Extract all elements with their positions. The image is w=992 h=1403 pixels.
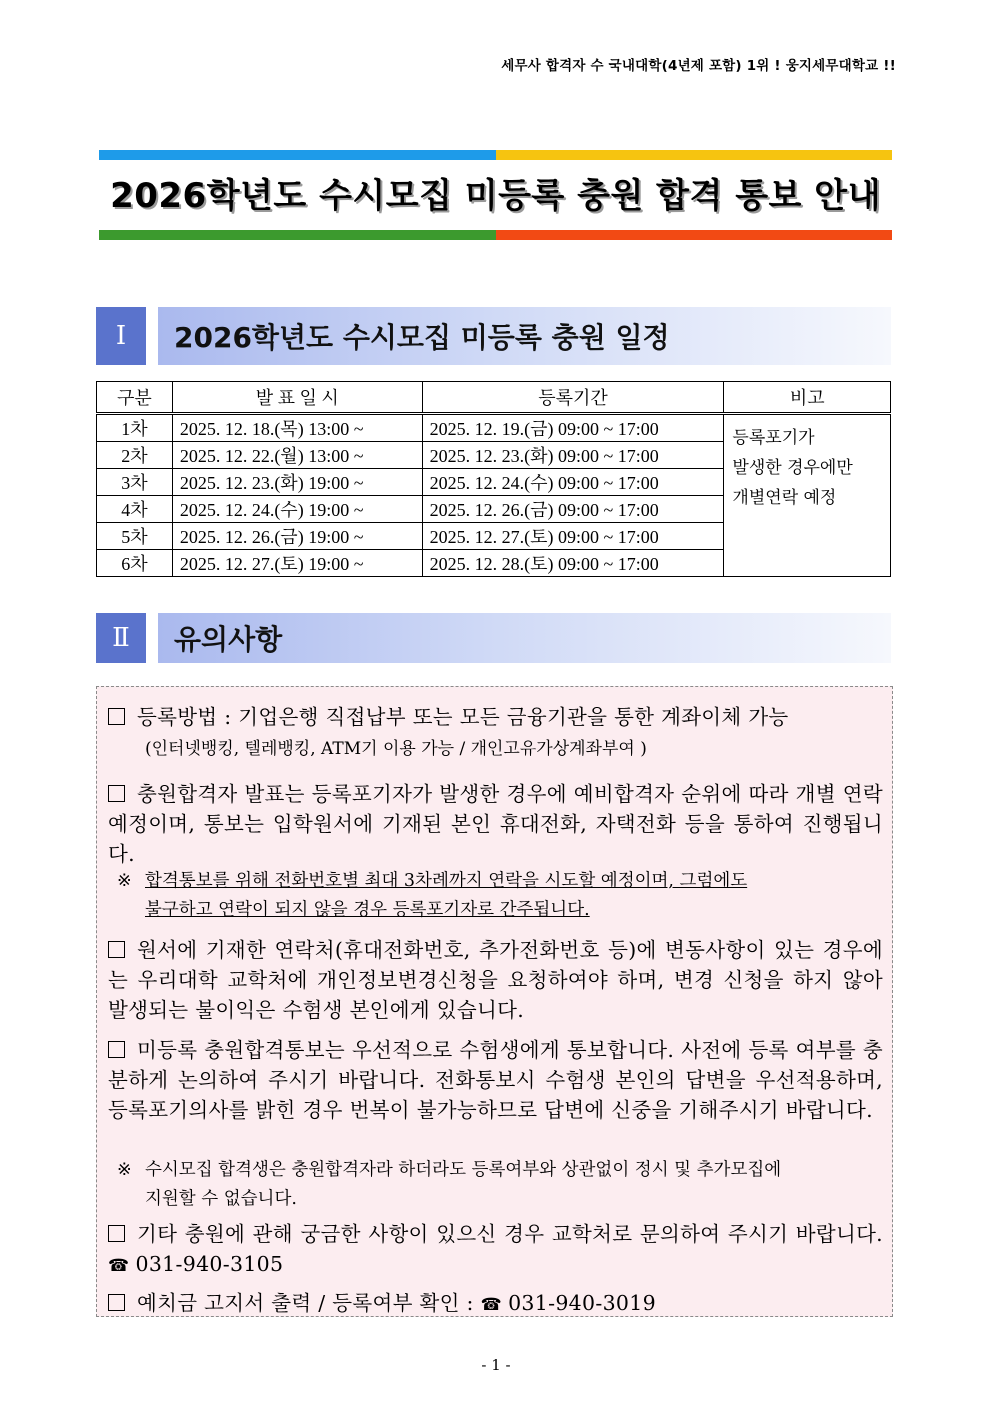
reference-mark-icon: ※ <box>117 871 132 891</box>
title-bar-bottom <box>99 230 892 240</box>
col-header-round: 구분 <box>97 382 173 414</box>
notice-box <box>96 686 893 1317</box>
section-1-header <box>96 307 891 365</box>
col-header-announce: 발 표 일 시 <box>172 382 422 414</box>
announce-cell: 2025. 12. 26.(금) 19:00 ~ <box>172 523 422 550</box>
remark-line: 불구하고 연락이 되지 않을 경우 등록포기자로 간주됩니다. <box>145 900 590 920</box>
bar-blue-segment <box>99 150 496 160</box>
round-cell: 4차 <box>97 496 173 523</box>
notice-item-text: 예치금 고지서 출력 / 등록여부 확인 : <box>137 1291 474 1315</box>
notice-item-text: 등록방법 : 기업은행 직접납부 또는 모든 금융기관을 통한 계좌이체 가능 <box>137 705 789 729</box>
deposit-phone-number: 031-940-3019 <box>508 1291 656 1315</box>
checkbox-square-icon <box>108 1041 125 1058</box>
register-cell: 2025. 12. 23.(화) 09:00 ~ 17:00 <box>422 442 724 469</box>
table-header-row <box>97 382 891 414</box>
bar-green-segment <box>99 230 496 240</box>
note-line: 개별연락 예정 <box>732 488 837 508</box>
page-title: 2026학년도 수시모집 미등록 충원 합격 통보 안내 <box>110 176 881 216</box>
remark-line: 합격통보를 위해 전화번호별 최대 3차례까지 연락을 시도할 예정이며, 그럼에도 <box>145 871 748 891</box>
schedule-table <box>96 381 891 577</box>
bar-yellow-segment <box>496 150 893 160</box>
inquiry-phone-number: 031-940-3105 <box>135 1252 284 1276</box>
phone-icon: ☎ <box>480 1295 503 1315</box>
announce-cell: 2025. 12. 18.(목) 13:00 ~ <box>172 414 422 442</box>
round-cell: 1차 <box>97 414 173 442</box>
phone-icon: ☎ <box>108 1256 130 1276</box>
section-1-number: Ⅰ <box>96 307 146 365</box>
col-header-note: 비고 <box>724 382 891 414</box>
col-header-register: 등록기간 <box>422 382 724 414</box>
reference-mark-icon: ※ <box>117 1160 132 1180</box>
notice-item-deposit <box>108 1288 883 1320</box>
register-cell: 2025. 12. 27.(토) 09:00 ~ 17:00 <box>422 523 724 550</box>
notice-item-inquiry <box>108 1219 883 1281</box>
checkbox-square-icon <box>108 1294 125 1311</box>
page-number: - 1 - <box>481 1356 511 1374</box>
notice-item-payment <box>108 702 883 732</box>
round-cell: 2차 <box>97 442 173 469</box>
note-line: 등록포기가 <box>732 428 815 448</box>
notice-item-text: 기타 충원에 관해 궁금한 사항이 있으신 경우 교학처로 문의하여 주시기 바랍니다. <box>137 1222 883 1246</box>
round-cell: 3차 <box>97 469 173 496</box>
announce-cell: 2025. 12. 23.(화) 19:00 ~ <box>172 469 422 496</box>
checkbox-square-icon <box>108 941 125 958</box>
notice-item-text: 미등록 충원합격통보는 우선적으로 수험생에게 통보합니다. 사전에 등록 여부를 충분하게 논의하여 주시기 바랍니다. 전화통보시 수험생 본인의 답변을 우선적용하며, 등록포기의사를 밝힌 경우 번복이 불가능하므로 답변에 신중을 기해주시기 바랍니다. <box>108 1038 883 1122</box>
checkbox-square-icon <box>108 1225 125 1242</box>
title-bar-top <box>99 150 892 160</box>
section-2-title: 유의사항 <box>158 613 891 663</box>
register-cell: 2025. 12. 19.(금) 09:00 ~ 17:00 <box>422 414 724 442</box>
register-cell: 2025. 12. 24.(수) 09:00 ~ 17:00 <box>422 469 724 496</box>
notice-item-priority <box>108 1035 883 1125</box>
note-line: 발생한 경우에만 <box>732 458 853 478</box>
section-2-number: Ⅱ <box>96 613 146 663</box>
announce-cell: 2025. 12. 22.(월) 13:00 ~ <box>172 442 422 469</box>
notice-item-text: 충원합격자 발표는 등록포기자가 발생한 경우에 예비합격자 순위에 따라 개별 연락 예정이며, 통보는 입학원서에 기재된 본인 휴대전화, 자택전화 등을 통하여 진행됩니다. <box>108 782 883 866</box>
remark-regular-admission <box>117 1156 887 1214</box>
notice-item-announcement <box>108 779 883 869</box>
round-cell: 6차 <box>97 550 173 577</box>
notice-item-contact-change <box>108 935 883 1025</box>
section-2-header <box>96 613 891 663</box>
round-cell: 5차 <box>97 523 173 550</box>
remark-line: 지원할 수 없습니다. <box>145 1189 297 1209</box>
checkbox-square-icon <box>108 708 125 725</box>
notice-item-payment-sub: (인터넷뱅킹, 텔레뱅킹, ATM기 이용 가능 / 개인고유가상계좌부여 ) <box>145 739 647 759</box>
announce-cell: 2025. 12. 27.(토) 19:00 ~ <box>172 550 422 577</box>
remark-contact-attempts <box>117 867 887 925</box>
register-cell: 2025. 12. 28.(토) 09:00 ~ 17:00 <box>422 550 724 577</box>
remark-line: 수시모집 합격생은 충원합격자라 하더라도 등록여부와 상관없이 정시 및 추가모집에 <box>145 1160 782 1180</box>
bar-red-segment <box>496 230 893 240</box>
notice-item-text: 원서에 기재한 연락처(휴대전화번호, 추가전화번호 등)에 변동사항이 있는 경우에는 우리대학 교학처에 개인정보변경신청을 요청하여야 하며, 변경 신청을 하지 않아 발생되는 불이익은 수험생 본인에게 있습니다. <box>108 938 883 1022</box>
announce-cell: 2025. 12. 24.(수) 19:00 ~ <box>172 496 422 523</box>
register-cell: 2025. 12. 26.(금) 09:00 ~ 17:00 <box>422 496 724 523</box>
checkbox-square-icon <box>108 785 125 802</box>
table-row <box>97 414 891 442</box>
header-slogan: 세무사 합격자 수 국내대학(4년제 포함) 1위 ! 웅지세무대학교 !! <box>501 58 896 74</box>
section-1-title: 2026학년도 수시모집 미등록 충원 일정 <box>158 307 891 365</box>
note-cell <box>724 414 891 577</box>
